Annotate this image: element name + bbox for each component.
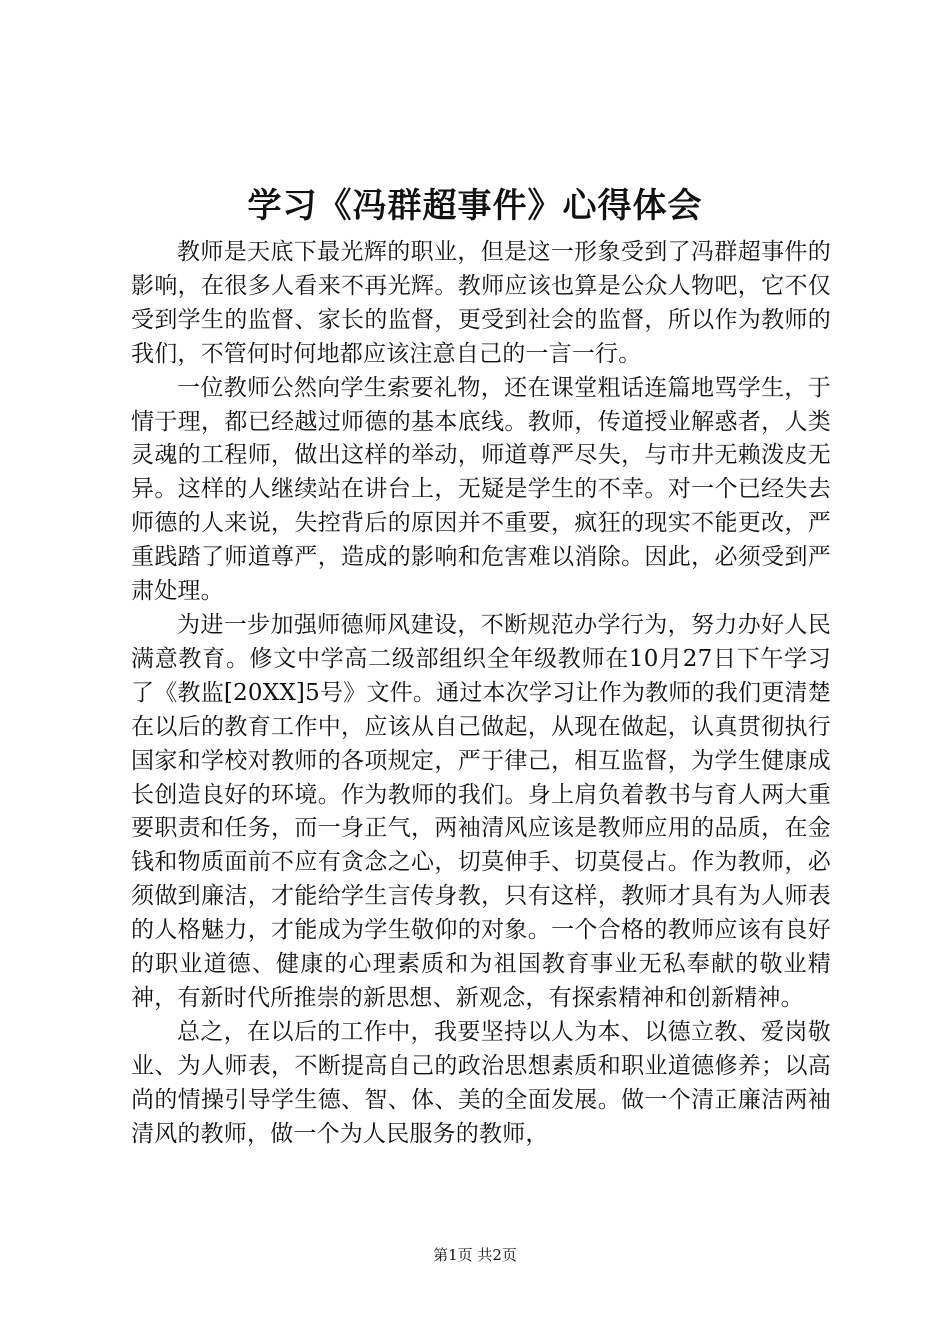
- document-title: 学习《冯群超事件》心得体会: [247, 186, 703, 226]
- document-body: [131, 236, 831, 1151]
- paragraph-2: 一位教师公然向学生索要礼物，还在课堂粗话连篇地骂学生，于情于理，都已经越过师德的基本底线。教师，传道授业解惑者，人类灵魂的工程师，做出这样的举动，师道尊严尽失，与市井无赖泼皮无异。这样的人继续站在讲台上，无疑是学生的不幸。对一个已经失去师德的人来说，失控背后的原因并不重要，疯狂的现实不能更改，严重践踏了师道尊严，造成的影响和危害难以消除。因此，必须受到严肃处理。: [131, 374, 831, 605]
- paragraph-4: 总之，在以后的工作中，我要坚持以人为本、以德立教、爱岗敬业、为人师表，不断提高自己的政治思想素质和职业道德修养；以高尚的情操引导学生德、智、体、美的全面发展。做一个清正廉洁两袖清风的教师，做一个为人民服务的教师，: [131, 1018, 831, 1147]
- paragraph-1: 教师是天底下最光辉的职业，但是这一形象受到了冯群超事件的影响，在很多人看来不再光辉。教师应该也算是公众人物吧，它不仅受到学生的监督、家长的监督，更受到社会的监督，所以作为教师的我们，不管何时何地都应该注意自己的一言一行。: [131, 239, 831, 367]
- page-number-footer: 第1页 共2页: [433, 1246, 517, 1264]
- paragraph-3: 为进一步加强师德师风建设，不断规范办学行为，努力办好人民满意教育。修文中学高二级部组织全年级教师在10月27日下午学习了《教监[20XX]5号》文件。通过本次学习让作为教师的我们更清楚在以后的教育工作中，应该从自己做起，从现在做起，认真贯彻执行国家和学校对教师的各项规定，严于律己，相互监督，为学生健康成长创造良好的环境。作为教师的我们。身上肩负着教书与育人两大重要职责和任务，而一身正气，两袖清风应该是教师应用的品质，在金钱和物质面前不应有贪念之心，切莫伸手、切莫侵占。作为教师，必须做到廉洁，才能给学生言传身教，只有这样，教师才具有为人师表的人格魅力，才能成为学生敬仰的对象。一个合格的教师应该有良好的职业道德、健康的心理素质和为祖国教育事业无私奉献的敬业精神，有新时代所推崇的新思想、新观念，有探索精神和创新精神。: [131, 611, 831, 1011]
